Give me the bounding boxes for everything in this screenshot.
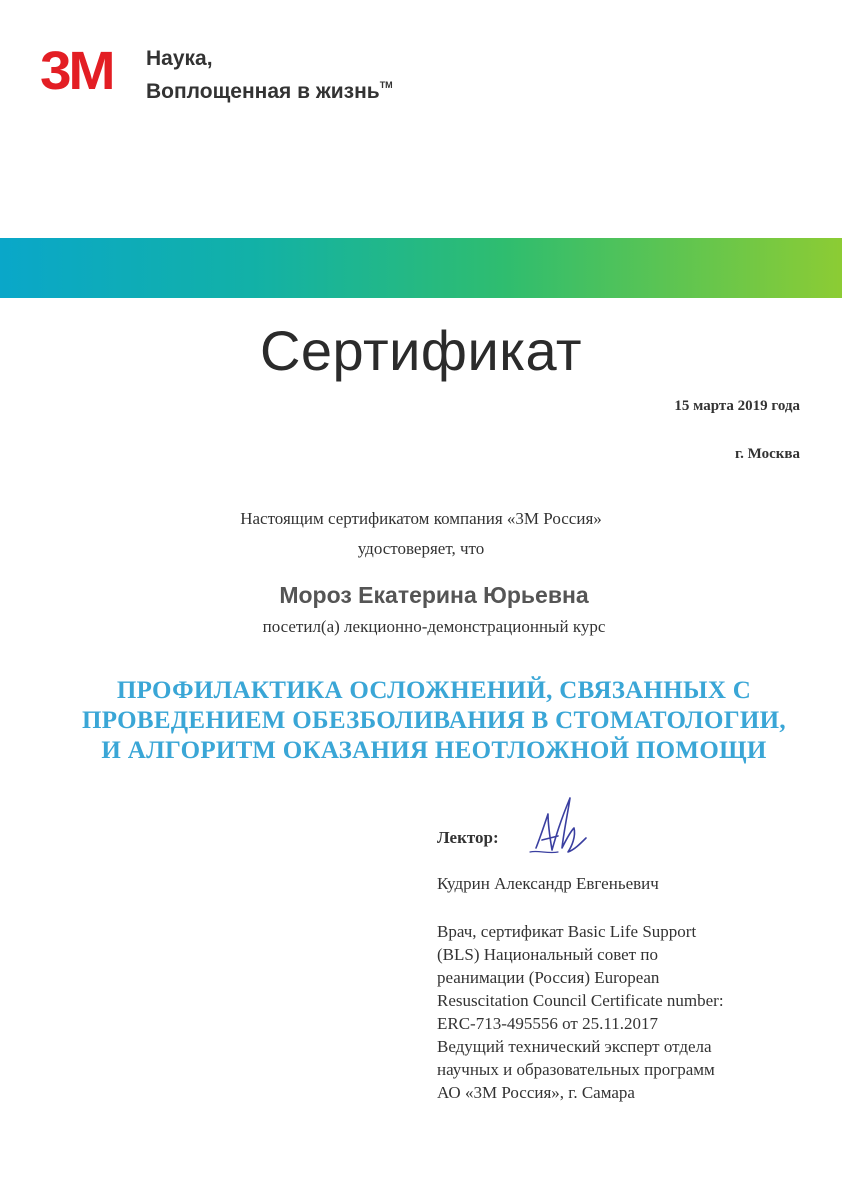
recipient-name: Мороз Екатерина Юрьевна [279, 582, 589, 608]
course-title-line-1: ПРОФИЛАКТИКА ОСЛОЖНЕНИЙ, СВЯЗАННЫХ С [116, 677, 752, 704]
course-title-line-2: ПРОВЕДЕНИЕМ ОБЕЗБОЛИВАНИЯ В СТОМАТОЛОГИИ, [82, 707, 786, 734]
course-title-line-3: И АЛГОРИТМ ОКАЗАНИЯ НЕОТЛОЖНОЙ ПОМОЩИ [101, 737, 767, 764]
credentials-line: (BLS) Национальный совет по [437, 945, 658, 964]
brand-logo [40, 41, 113, 101]
credentials-line: реанимации (Россия) European [437, 968, 660, 987]
certificate-city: г. Москва [735, 446, 800, 462]
signature-icon [518, 790, 596, 868]
certificate-title: Сертификат [259, 319, 583, 382]
lecturer-label: Лектор: [437, 828, 499, 847]
credentials-line: Ведущий технический эксперт отдела [437, 1037, 712, 1056]
certificate-intro [0, 504, 842, 564]
credentials-line: Resuscitation Council Certificate number: [437, 991, 724, 1010]
credentials-line: АО «3М Россия», г. Самара [437, 1083, 635, 1102]
lecturer-name: Кудрин Александр Евгеньевич [437, 874, 659, 893]
course-title [0, 676, 842, 766]
certificate-date: 15 марта 2019 года [674, 398, 800, 414]
trademark-mark: TM [379, 80, 393, 90]
decorative-gradient-band [0, 238, 842, 298]
tagline-line-2: Воплощенная в жизнь™ [146, 80, 393, 103]
tagline-line-1: Наука, [146, 47, 213, 70]
lecturer-credentials [437, 920, 837, 1104]
logo-3m: 3M [40, 41, 113, 101]
credentials-line: научных и образовательных программ [437, 1060, 715, 1079]
intro-line-2: удостоверяет, что [357, 539, 485, 558]
intro-line-1: Настоящим сертификатом компания «3М Россия» [240, 509, 602, 528]
brand-tagline [146, 46, 393, 105]
attended-text: посетил(а) лекционно-демонстрационный курс [262, 617, 606, 636]
credentials-line: Врач, сертификат Basic Life Support [437, 922, 697, 941]
credentials-line: ERC-713-495556 от 25.11.2017 [437, 1014, 658, 1033]
